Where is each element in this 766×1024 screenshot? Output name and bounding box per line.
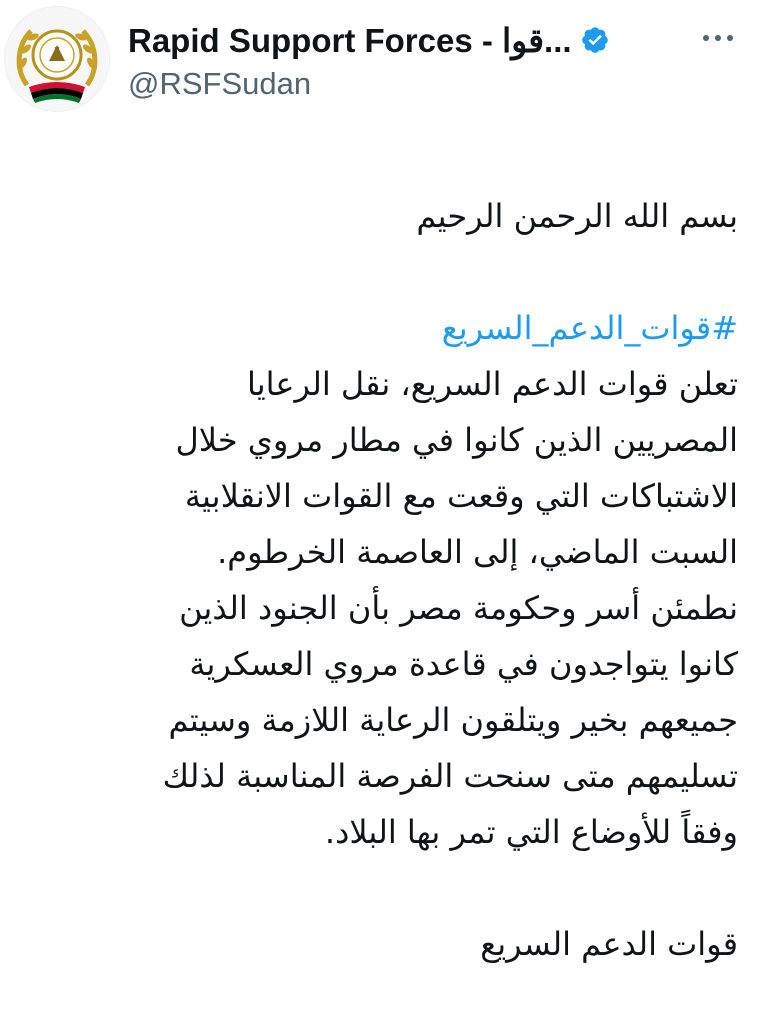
tweet-greeting: بسم الله الرحمن الرحيم (416, 197, 738, 235)
tweet-line: تعلن قوات الدعم السريع، نقل الرعايا (246, 365, 738, 403)
name-row (128, 18, 610, 62)
blank-line (26, 244, 738, 300)
tweet-header (0, 0, 766, 130)
tweet-line: نطمئن أسر وحكومة مصر بأن الجنود الذين (179, 589, 738, 627)
blank-line (26, 860, 738, 916)
hashtag-link[interactable]: #قوات_الدعم_السريع (441, 309, 738, 347)
tweet-line: جميعهم بخير ويتلقون الرعاية اللازمة وسيتم (168, 701, 738, 739)
more-options-icon (698, 32, 738, 44)
tweet-line: وفقاً للأوضاع التي تمر بها البلاد. (324, 813, 738, 851)
rsf-emblem-icon (5, 7, 109, 111)
tweet-line: السبت الماضي، إلى العاصمة الخرطوم. (217, 533, 738, 571)
user-handle[interactable]: @RSFSudan (128, 66, 312, 101)
tweet-line: المصريين الذين كانوا في مطار مروي خلال (175, 421, 738, 459)
tweet-hashtag-line (26, 300, 738, 356)
verified-badge-icon (580, 25, 610, 55)
more-options-button[interactable] (694, 20, 742, 56)
tweet-line: تسليمهم متى سنحت الفرصة المناسبة لذلك (162, 757, 738, 795)
tweet-signature: قوات الدعم السريع (480, 925, 738, 963)
avatar[interactable] (4, 6, 110, 112)
tweet-text (26, 188, 738, 972)
display-name[interactable]: Rapid Support Forces - قوا... (128, 21, 572, 59)
tweet-line: كانوا يتواجدون في قاعدة مروي العسكرية (189, 645, 738, 683)
tweet-line: الاشتباكات التي وقعت مع القوات الانقلابية (184, 477, 738, 515)
